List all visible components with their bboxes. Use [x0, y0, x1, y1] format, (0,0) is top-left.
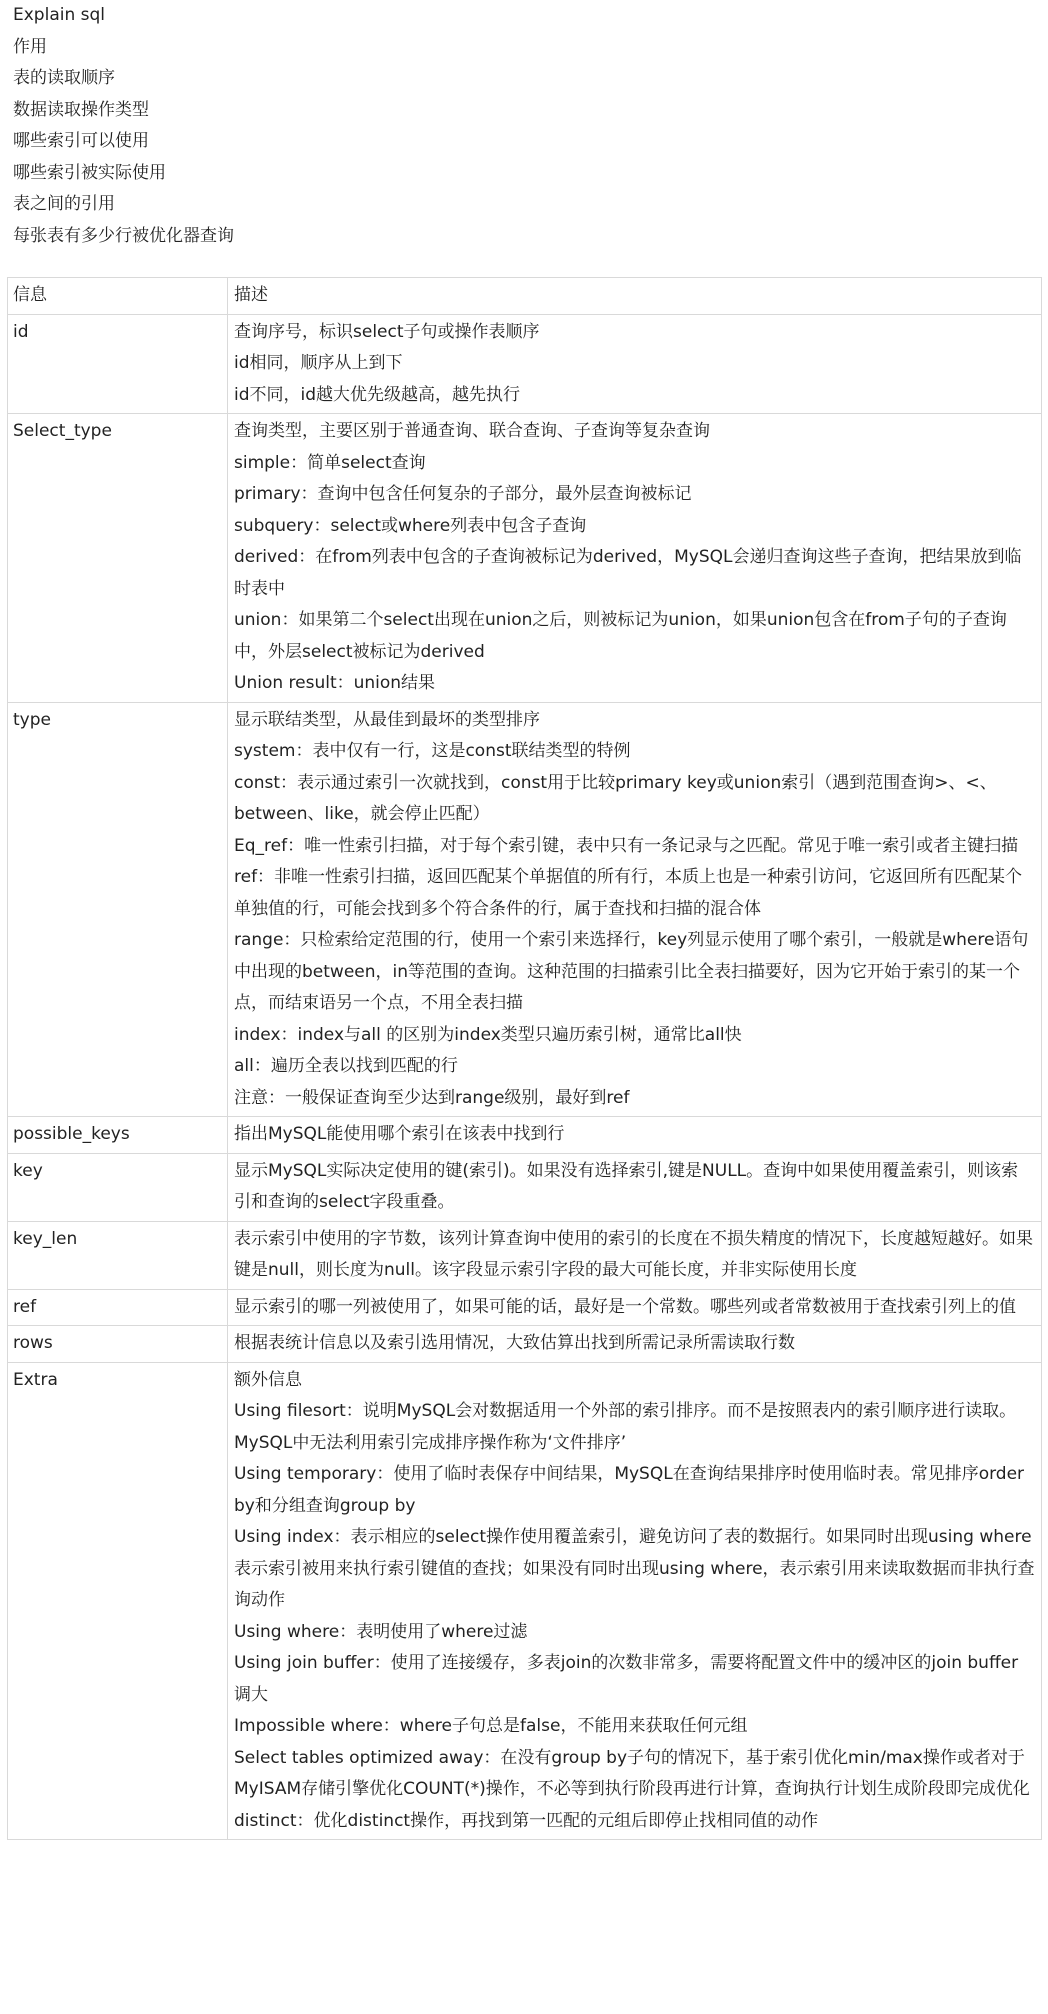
description-line: Using index：表示相应的select操作使用覆盖索引，避免访问了表的数据行。如果同时出现using where 表示索引被用来执行索引键值的查找；如果没有同时出现using where，表示索引用来读取数据而非执行查询动作 — [234, 1527, 1035, 1610]
description-cell — [228, 414, 1042, 703]
field-name-cell: ref — [8, 1289, 228, 1326]
description-line: 显示MySQL实际决定使用的键(索引)。如果没有选择索引,键是NULL。查询中如果使用覆盖索引，则该索引和查询的select字段重叠。 — [234, 1160, 1019, 1212]
description-line: simple：简单select查询 — [234, 452, 426, 473]
intro-line: 表的读取顺序 — [13, 68, 115, 88]
intro-line: 哪些索引可以使用 — [13, 131, 149, 151]
description-cell — [228, 1117, 1042, 1154]
header-cell-desc: 描述 — [228, 278, 1042, 315]
description-line: all：遍历全表以找到匹配的行 — [234, 1056, 458, 1076]
explain-table — [7, 277, 1042, 1840]
description-line: system：表中仅有一行，这是const联结类型的特例 — [234, 741, 631, 761]
intro-line: 每张表有多少行被优化器查询 — [13, 225, 234, 246]
description-line: union：如果第二个select出现在union之后，则被标记为union，如果union包含在from子句的子查询中，外层select被标记为derived — [234, 610, 1007, 662]
description-cell — [228, 314, 1042, 414]
description-line: derived：在from列表中包含的子查询被标记为derived，MySQL会递归查询这些子查询，把结果放到临时表中 — [234, 547, 1022, 599]
description-line: distinct：优化distinct操作，再找到第一匹配的元组后即停止找相同值的动作 — [234, 1810, 819, 1831]
table-row — [8, 1221, 1042, 1289]
description-line: Select tables optimized away：在没有group by子句的情况下，基于索引优化min/max操作或者对于MyISAM存储引擎优化COUNT(*)操作，不必等到执行阶段再进行计算，查询执行计划生成阶段即完成优化 — [234, 1747, 1030, 1799]
table-row — [8, 702, 1042, 1117]
description-line: 根据表统计信息以及索引选用情况，大致估算出找到所需记录所需读取行数 — [234, 1333, 795, 1353]
description-line: primary：查询中包含任何复杂的子部分，最外层查询被标记 — [234, 484, 692, 504]
description-cell — [228, 1362, 1042, 1840]
description-line: Eq_ref：唯一性索引扫描，对于每个索引键，表中只有一条记录与之匹配。常见于唯一索引或者主键扫描 — [234, 835, 1019, 856]
description-line: Union result：union结果 — [234, 673, 436, 693]
intro-line: 数据读取操作类型 — [13, 99, 149, 120]
table-row — [8, 1117, 1042, 1154]
description-line: const：表示通过索引一次就找到，const用于比较primary key或union索引（遇到范围查询>、<、between、like，就会停止匹配） — [234, 772, 997, 824]
description-cell — [228, 1326, 1042, 1363]
description-line: Using where：表明使用了where过滤 — [234, 1621, 528, 1642]
intro-line: 作用 — [13, 36, 47, 57]
field-name-cell: possible_keys — [8, 1117, 228, 1154]
description-line: 注意：一般保证查询至少达到range级别，最好到ref — [234, 1087, 630, 1108]
table-row — [8, 1362, 1042, 1840]
description-line: Impossible where：where子句总是false，不能用来获取任何元组 — [234, 1716, 748, 1736]
table-row — [8, 1289, 1042, 1326]
field-name-cell: Extra — [8, 1362, 228, 1840]
field-name-cell: key — [8, 1153, 228, 1221]
description-cell — [228, 702, 1042, 1117]
intro-line: 表之间的引用 — [13, 194, 115, 214]
intro-section — [13, 0, 1033, 252]
table-header-row — [8, 278, 1042, 315]
description-line: 查询类型，主要区别于普通查询、联合查询、子查询等复杂查询 — [234, 421, 710, 441]
description-line: id相同，顺序从上到下 — [234, 353, 403, 373]
description-line: 显示索引的哪一列被使用了，如果可能的话，最好是一个常数。哪些列或者常数被用于查找索引列上的值 — [234, 1296, 1016, 1317]
intro-line: 哪些索引被实际使用 — [13, 162, 166, 183]
description-line: subquery：select或where列表中包含子查询 — [234, 515, 587, 536]
description-line: id不同，id越大优先级越高，越先执行 — [234, 384, 521, 405]
description-line: index：index与all 的区别为index类型只遍历索引树，通常比all快 — [234, 1024, 742, 1045]
table-row — [8, 1153, 1042, 1221]
description-line: range：只检索给定范围的行，使用一个索引来选择行，key列显示使用了哪个索引，一般就是where语句中出现的between，in等范围的查询。这种范围的扫描索引比全表扫描要好，因为它开始于索引的某一个点，而结束语另一个点，不用全表扫描 — [234, 930, 1029, 1013]
field-name-cell: Select_type — [8, 414, 228, 703]
description-line: Using join buffer：使用了连接缓存，多表join的次数非常多，需要将配置文件中的缓冲区的join buffer调大 — [234, 1653, 1019, 1705]
doc-title: Explain sql — [13, 5, 106, 25]
header-cell-info: 信息 — [8, 278, 228, 315]
description-line: Using filesort：说明MySQL会对数据适用一个外部的索引排序。而不是按照表内的索引顺序进行读取。MySQL中无法利用索引完成排序操作称为‘文件排序’ — [234, 1401, 1017, 1453]
description-line: 表示索引中使用的字节数，该列计算查询中使用的索引的长度在不损失精度的情况下，长度越短越好。如果键是null，则长度为null。该字段显示索引字段的最大可能长度，并非实际使用长度 — [234, 1228, 1033, 1280]
field-name-cell: id — [8, 314, 228, 414]
description-line: 额外信息 — [234, 1369, 302, 1390]
table-row — [8, 414, 1042, 703]
field-name-cell: type — [8, 702, 228, 1117]
description-cell — [228, 1153, 1042, 1221]
description-line: 指出MySQL能使用哪个索引在该表中找到行 — [234, 1124, 565, 1144]
description-cell — [228, 1289, 1042, 1326]
description-cell — [228, 1221, 1042, 1289]
description-line: ref：非唯一性索引扫描，返回匹配某个单据值的所有行，本质上也是一种索引访问，它返回所有匹配某个单独值的行，可能会找到多个符合条件的行，属于查找和扫描的混合体 — [234, 867, 1023, 919]
field-name-cell: rows — [8, 1326, 228, 1363]
field-name-cell: key_len — [8, 1221, 228, 1289]
table-row — [8, 1326, 1042, 1363]
description-line: Using temporary：使用了临时表保存中间结果，MySQL在查询结果排序时使用临时表。常见排序order by和分组查询group by — [234, 1464, 1025, 1516]
description-line: 显示联结类型，从最佳到最坏的类型排序 — [234, 709, 540, 730]
table-row — [8, 314, 1042, 414]
description-line: 查询序号，标识select子句或操作表顺序 — [234, 321, 540, 342]
